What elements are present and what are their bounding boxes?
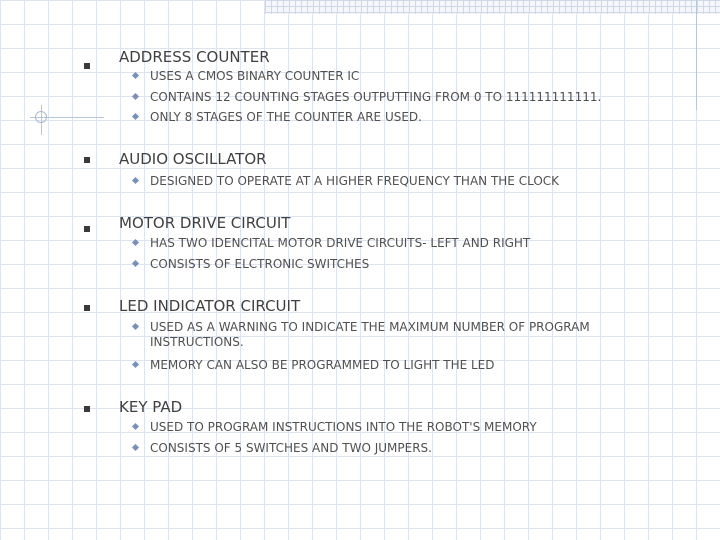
square-bullet-icon [84, 406, 90, 412]
list-item-text: MEMORY CAN ALSO BE PROGRAMMED TO LIGHT THE LED [150, 358, 495, 372]
diamond-bullet-icon [132, 239, 139, 246]
list-item-text: DESIGNED TO OPERATE AT A HIGHER FREQUENCY THAN THE CLOCK [150, 174, 560, 188]
diamond-bullet-icon [132, 93, 139, 100]
diamond-bullet-icon [132, 177, 139, 184]
diamond-bullet-icon [132, 444, 139, 451]
diamond-bullet-icon [132, 361, 139, 368]
list-item-text: HAS TWO IDENCITAL MOTOR DRIVE CIRCUITS- LEFT AND RIGHT [150, 236, 531, 250]
decorative-vertical-line [696, 0, 697, 110]
square-bullet-icon [84, 63, 90, 69]
diamond-bullet-icon [132, 113, 139, 120]
square-bullet-icon [84, 226, 90, 232]
diamond-bullet-icon [132, 72, 139, 79]
decorative-horizontal-line [30, 117, 104, 118]
list-item-text: CONTAINS 12 COUNTING STAGES OUTPUTTING FROM 0 TO 111111111111. [150, 90, 602, 104]
section-title: LED INDICATOR CIRCUIT [119, 297, 301, 315]
list-item-text: CONSISTS OF ELCTRONIC SWITCHES [150, 257, 370, 271]
decorative-circle [35, 111, 47, 123]
square-bullet-icon [84, 305, 90, 311]
section-title: ADDRESS COUNTER [119, 48, 270, 66]
square-bullet-icon [84, 157, 90, 163]
diamond-bullet-icon [132, 423, 139, 430]
diamond-bullet-icon [132, 323, 139, 330]
section-title: AUDIO OSCILLATOR [119, 150, 267, 168]
decorative-crosshair-line [41, 105, 42, 135]
header-grid-band [265, 0, 720, 14]
list-item-text: USES A CMOS BINARY COUNTER IC [150, 69, 360, 83]
section-title: KEY PAD [119, 398, 183, 416]
list-item-text: ONLY 8 STAGES OF THE COUNTER ARE USED. [150, 110, 422, 124]
diamond-bullet-icon [132, 260, 139, 267]
list-item-text: USED AS A WARNING TO INDICATE THE MAXIMUM NUMBER OF PROGRAM INSTRUCTIONS. [150, 320, 590, 349]
section-title: MOTOR DRIVE CIRCUIT [119, 214, 291, 232]
list-item-text: USED TO PROGRAM INSTRUCTIONS INTO THE ROBOT'S MEMORY [150, 420, 537, 434]
list-item-text: CONSISTS OF 5 SWITCHES AND TWO JUMPERS. [150, 441, 432, 455]
